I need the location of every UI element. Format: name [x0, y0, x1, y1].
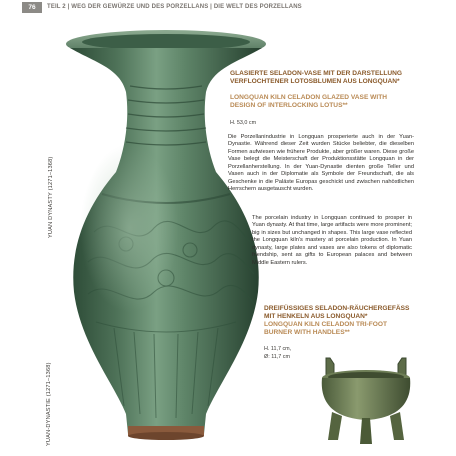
- page-header: [0, 0, 456, 15]
- tri-foot-burner-photo: [312, 348, 420, 448]
- burner-heading-english: LONGQUAN KILN CELADON TRI-FOOT BURNER WITH HANDLES**: [264, 321, 388, 336]
- burner-foot-center: [360, 418, 372, 444]
- page-number: 76: [22, 2, 42, 13]
- vase-height: H. 53,0 cm: [230, 120, 257, 126]
- vase-mouth-opening: [82, 34, 250, 50]
- vase-illustration: [54, 22, 270, 450]
- paragraph-english: The porcelain industry in Longquan continued to prosper in Yuan dynasty. At that time, large artifacts were more prominent; big in sizes but unchanged in shapes. This large vase reflected the Longquan kiln's mastery at porcelain production. In Yuan dynasty, large plates and vases are also tokens of diplomatic friendship, sent as gifts to European palaces and between Middle Eastern rulers.: [252, 215, 412, 266]
- vase-heading-german: GLASIERTE SELADON-VASE MIT DER DARSTELLUNG VERFLOCHTENER LOTOSBLUMEN AUS LONGQUAN*: [230, 70, 403, 85]
- burner-height: H. 11,7 cm,: [264, 346, 292, 352]
- vertical-caption-english: YUAN DYNASTY (1271–1368): [48, 156, 54, 238]
- burner-foot-right: [390, 412, 404, 440]
- paragraph-german: Die Porzellanindustrie in Longquan prosperierte auch in der Yuan-Dynastie. Während dieser Zeit wurden Stücke beliebter, die dieselben Formen aufwiesen wie frühere Produkte, aber größer waren. Diese große Vase belegt die Meisterschaft der Produktionsstätte Longquan in der Porzellanherstellung. In der Yuan-Dynastie dienten große Teller und Vasen auch in der Diplomatie als Symbole der Freundschaft, die als Geschenke in die Paläste Europas geschickt und zwischen nahöstlichen Herrschern ausgetauscht wurden.: [228, 134, 414, 193]
- burner-illustration: [312, 348, 420, 448]
- burner-diameter: Ø: 11,7 cm: [264, 354, 290, 360]
- vase-heading-english: LONGQUAN KILN CELADON GLAZED VASE WITH DESIGN OF INTERLOCKING LOTUS**: [230, 94, 388, 109]
- vertical-caption-german: YUAN-DYNASTIE (1271–1368): [46, 362, 52, 446]
- running-head: TEIL 2 | WEG DER GEWÜRZE UND DES PORZELLANS | DIE WELT DES PORZELLANS: [47, 4, 302, 10]
- glaze-highlight: [76, 132, 216, 372]
- vase-foot-base: [128, 432, 204, 440]
- burner-foot-left: [328, 412, 342, 440]
- burner-heading-german: DREIFÜSSIGES SELADON-RÄUCHERGEFÄSS MIT HENKELN AUS LONGQUAN*: [264, 305, 410, 320]
- celadon-vase-photo: [54, 22, 270, 450]
